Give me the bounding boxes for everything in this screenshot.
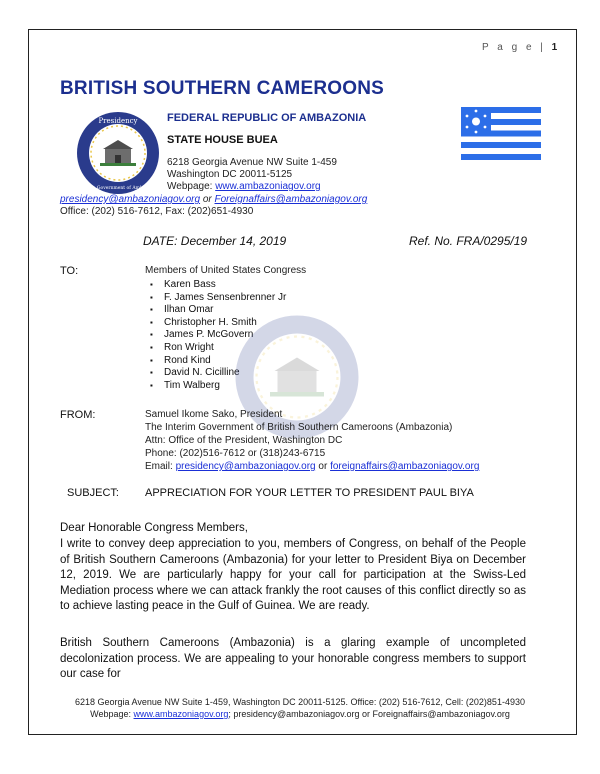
ambazonia-flag <box>461 107 541 160</box>
recipient-item: ▪ Ron Wright <box>150 342 286 355</box>
seal-top-text: Presidency <box>98 117 138 125</box>
seal-bottom-text: Interim Government of Ambazonia <box>78 186 158 191</box>
recipient-item: ▪ David N. Cicilline <box>150 367 286 380</box>
federal-republic-heading: FEDERAL REPUBLIC OF AMBAZONIA <box>167 112 367 124</box>
recipient-item: ▪ Rond Kind <box>150 355 286 368</box>
recipient-item: ▪ F. James Sensenbrenner Jr <box>150 292 286 305</box>
from-name: Samuel Ikome Sako, President <box>145 409 283 420</box>
presidency-seal <box>76 111 160 195</box>
letter-date: DATE: December 14, 2019 <box>143 234 287 248</box>
footer-contact: Webpage: www.ambazoniagov.org; presidency@ambazoniagov.org or Foreignaffairs@ambazoniagov.org <box>90 709 510 719</box>
body-paragraph-1: I write to convey deep appreciation to you, members of Congress, on behalf of the People of British Southern Cameroons (Ambazonia) for your letter to President Biya on December 12, 2019. We are particularly happy for your call for participation at the Swiss-Led Mediation process where we can attack frankly the root causes of this conflict directly so as to achieve lasting peace in the Gulf of Guinea. We are ready. <box>60 538 526 613</box>
body-paragraph-2: British Southern Cameroons (Ambazonia) is a glaring example of uncompleted decolonization process. We are appealing to your honorable congress members to support our case for <box>60 637 526 681</box>
recipient-item: ▪ Tim Walberg <box>150 380 286 393</box>
from-org: The Interim Government of British Southern Cameroons (Ambazonia) <box>145 422 453 433</box>
email-line: presidency@ambazoniagov.org or Foreignaffairs@ambazoniagov.org <box>60 194 368 205</box>
recipient-item: ▪ Ilhan Omar <box>150 304 286 317</box>
salutation: Dear Honorable Congress Members, <box>60 522 248 534</box>
presidency-email-link[interactable]: presidency@ambazoniagov.org <box>60 194 201 205</box>
subject-text: APPRECIATION FOR YOUR LETTER TO PRESIDENT PAUL BIYA <box>145 487 474 499</box>
subject-label: SUBJECT: <box>67 487 119 499</box>
address-line-2: Washington DC 20011-5125 <box>167 169 293 180</box>
from-foreignaffairs-email-link[interactable]: foreignaffairs@ambazoniagov.org <box>330 461 480 472</box>
from-email-line: Email: presidency@ambazoniagov.org or foreignaffairs@ambazoniagov.org <box>145 461 480 472</box>
recipient-item: ▪ Karen Bass <box>150 279 286 292</box>
footer-webpage-link[interactable]: www.ambazoniagov.org <box>133 709 229 719</box>
page-number: P a g e | 1 <box>482 42 558 53</box>
letterhead-title: BRITISH SOUTHERN CAMEROONS <box>60 78 384 99</box>
webpage-line: Webpage: www.ambazoniagov.org <box>167 181 321 192</box>
recipient-item: ▪ Christopher H. Smith <box>150 317 286 330</box>
state-house-heading: STATE HOUSE BUEA <box>167 134 278 146</box>
webpage-link[interactable]: www.ambazoniagov.org <box>215 181 321 192</box>
office-fax-line: Office: (202) 516-7612, Fax: (202)651-4930 <box>60 206 254 217</box>
from-attn: Attn: Office of the President, Washington DC <box>145 435 343 446</box>
from-phone: Phone: (202)516-7612 or (318)243-6715 <box>145 448 326 459</box>
from-label: FROM: <box>60 409 96 421</box>
to-label: TO: <box>60 265 79 277</box>
recipient-item: ▪ James P. McGovern <box>150 329 286 342</box>
footer-address: 6218 Georgia Avenue NW Suite 1-459, Washington DC 20011-5125. Office: (202) 516-7612, Cell: (202)851-4930 <box>75 697 525 707</box>
address-line-1: 6218 Georgia Avenue NW Suite 1-459 <box>167 157 337 168</box>
to-intro: Members of United States Congress <box>145 265 307 276</box>
foreignaffairs-email-link[interactable]: Foreignaffairs@ambazoniagov.org <box>214 194 368 205</box>
from-presidency-email-link[interactable]: presidency@ambazoniagov.org <box>175 461 316 472</box>
reference-number: Ref. No. FRA/0295/19 <box>409 234 528 248</box>
